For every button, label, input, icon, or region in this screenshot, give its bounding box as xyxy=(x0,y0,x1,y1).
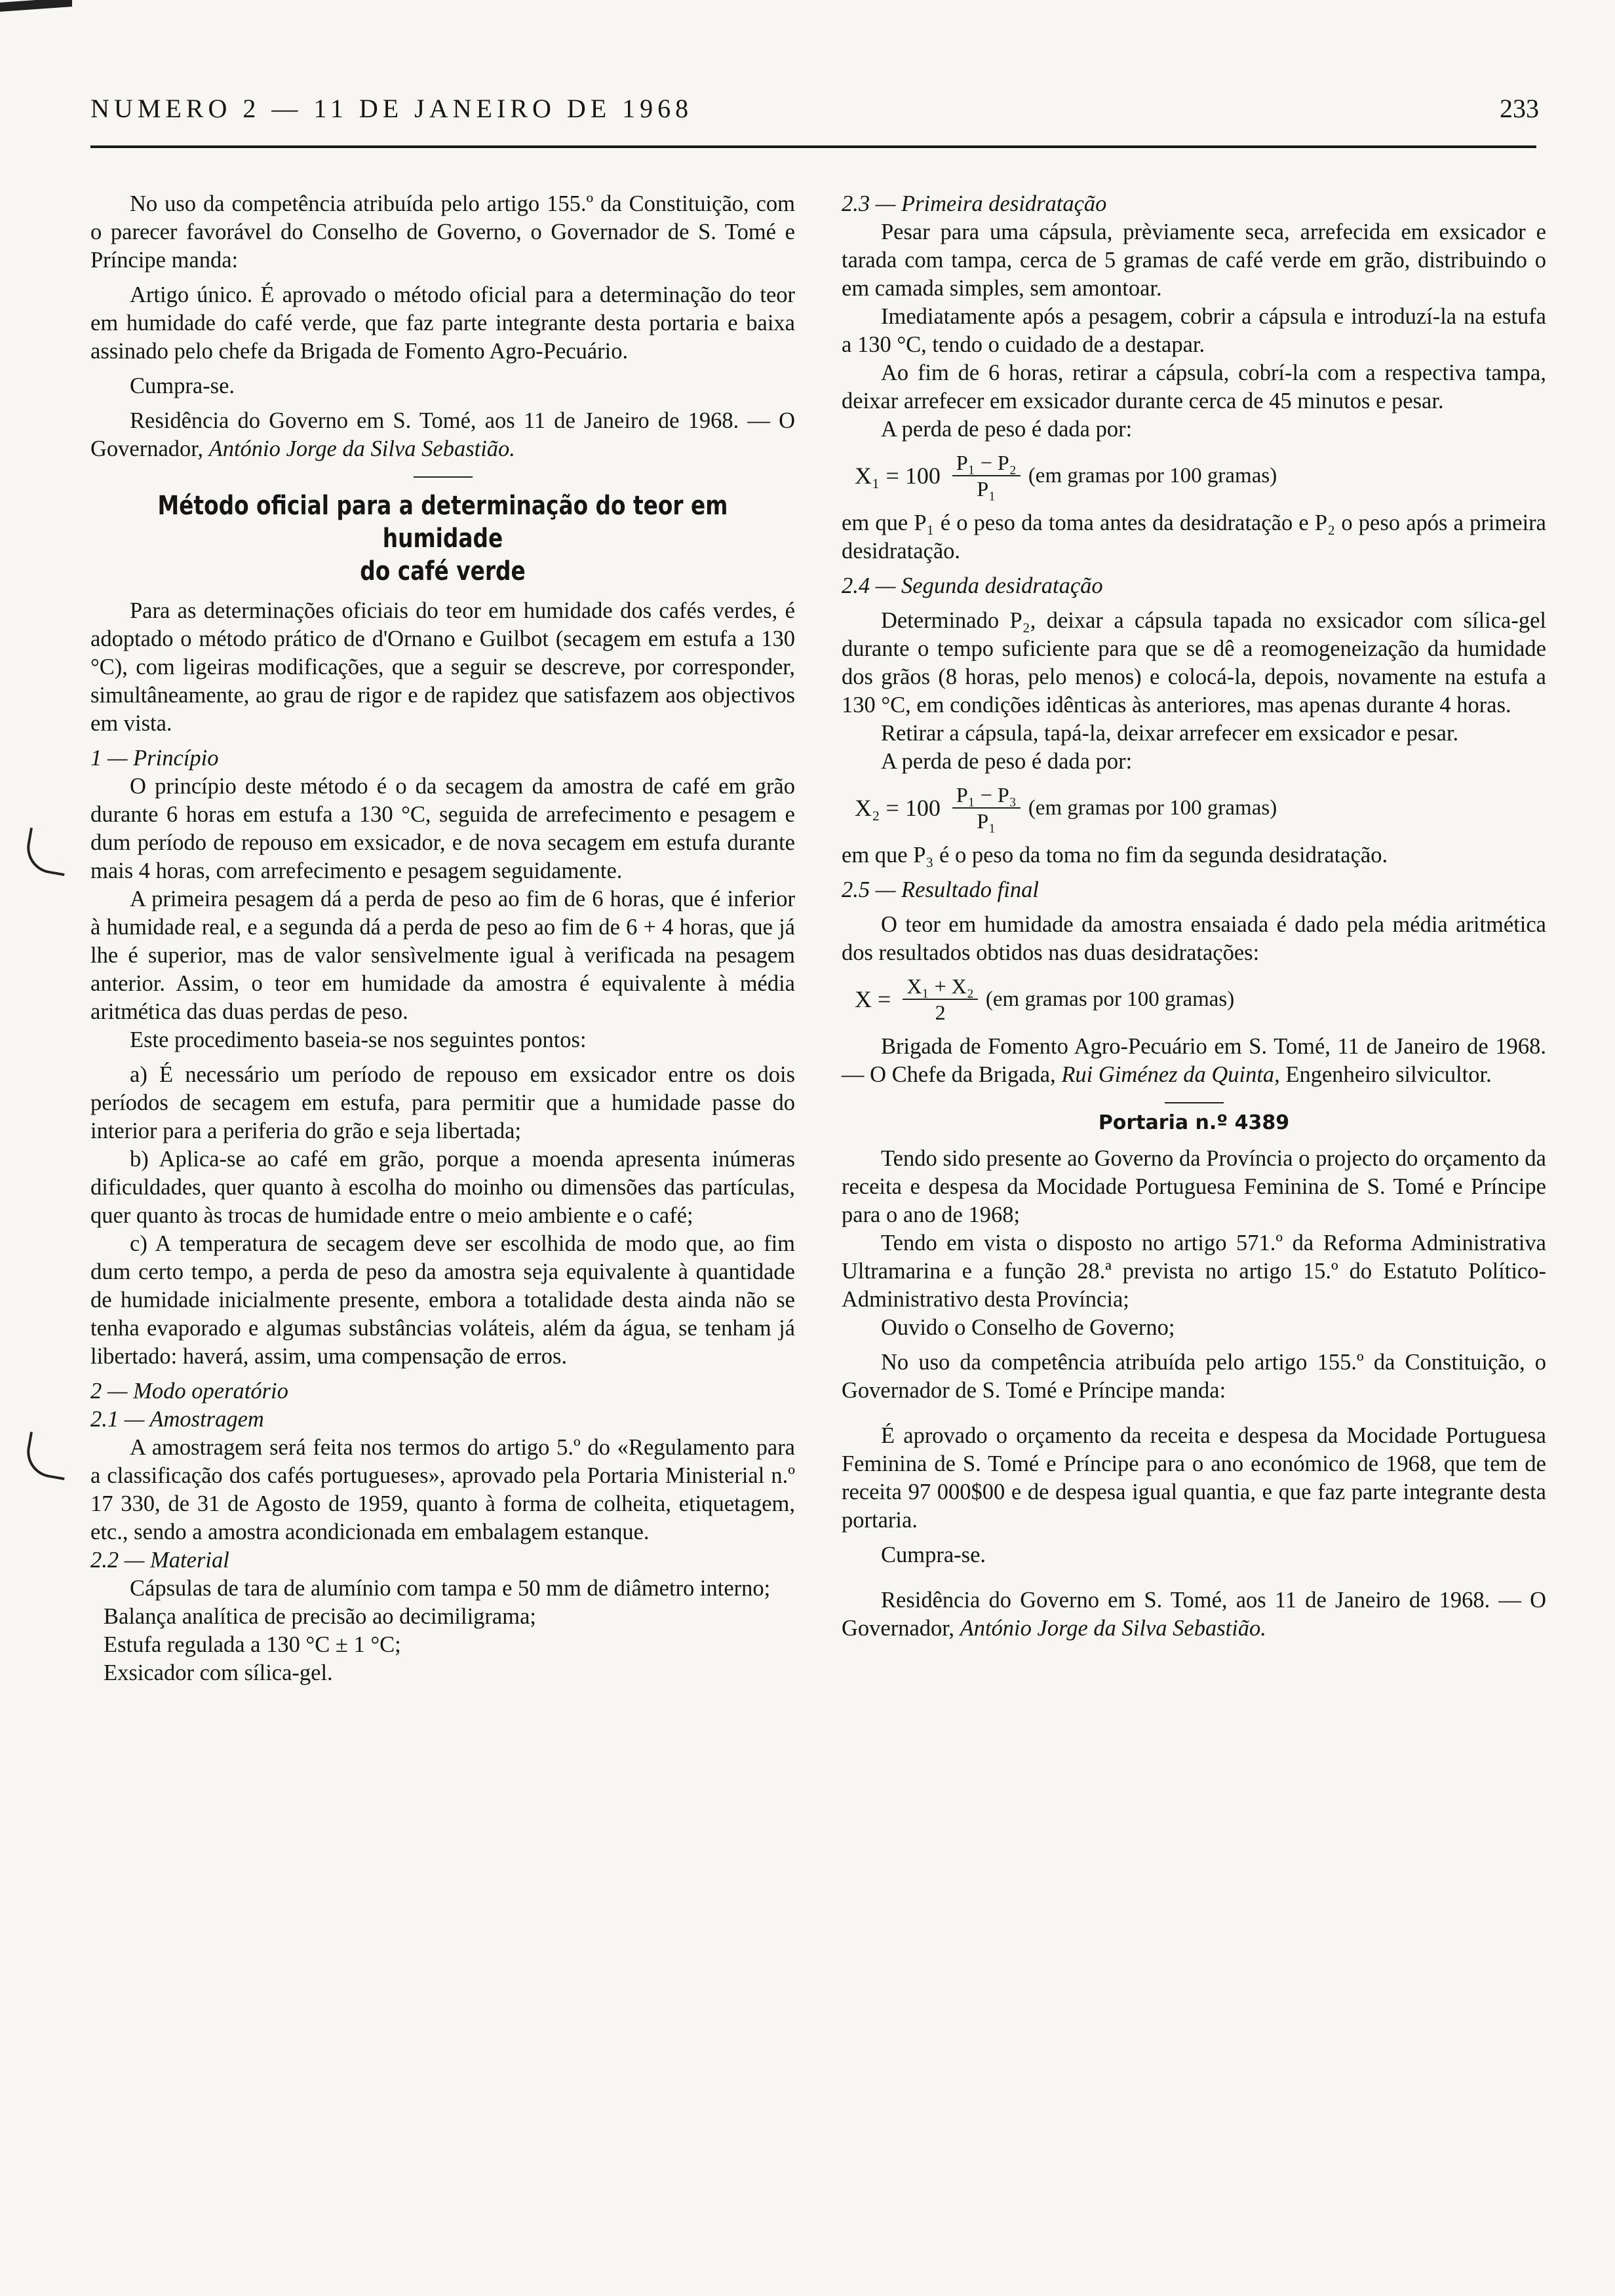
section-heading: 1 — Princípio xyxy=(90,746,219,771)
paragraph: Imediatamente após a pesagem, cobrir a cápsula e introduzí-la na estufa a 130 °C, tendo o cuidado de a destapar. xyxy=(842,304,1546,357)
formula-x1 xyxy=(855,450,1546,501)
paragraph: Retirar a cápsula, tapá-la, deixar arrefecer em exsicador e pesar. xyxy=(881,721,1459,746)
section-heading: 2.3 — Primeira desidratação xyxy=(842,191,1107,216)
signature-line: Brigada de Fomento Agro-Pecuário em S. Tomé, 11 de Janeiro de 1968. — O Chefe da Brigada, xyxy=(842,1034,1546,1087)
header-rule xyxy=(90,145,1536,148)
paragraph xyxy=(842,1033,1546,1089)
page-header xyxy=(90,93,1539,132)
fraction-numerator: P₁ − P₃ xyxy=(952,782,1021,809)
signature-line: Residência do Governo em S. Tomé, aos 11 de Janeiro de 1968. — O Governador, xyxy=(90,408,795,461)
paragraph: Este procedimento baseia-se nos seguintes pontos: xyxy=(130,1027,587,1052)
list-item: Estufa regulada a 130 °C ± 1 °C; xyxy=(104,1632,401,1657)
fraction-denominator: 2 xyxy=(935,1001,946,1024)
fraction xyxy=(903,974,978,1025)
section-heading: 2.1 — Amostragem xyxy=(90,1407,264,1432)
fraction-denominator: P₁ xyxy=(977,809,996,833)
paragraph: em que P₁ é o peso da toma antes da desidratação e P₂ o peso após a primeira desidratação. xyxy=(842,510,1546,564)
paragraph: No uso da competência atribuída pelo artigo 155.º da Constituição, com o parecer favorável do Conselho de Governo, o Governador de S. Tomé e Príncipe manda: xyxy=(90,191,795,273)
margin-bracket-mark xyxy=(23,1432,71,1480)
signature-line: Residência do Governo em S. Tomé, aos 11 de Janeiro de 1968. — O Governador, xyxy=(842,1588,1546,1641)
header-issue-date: NUMERO 2 — 11 DE JANEIRO DE 1968 xyxy=(90,94,693,123)
right-column xyxy=(842,190,1546,1643)
paragraph xyxy=(842,1586,1546,1643)
paragraph: Ouvido o Conselho de Governo; xyxy=(881,1315,1175,1340)
paragraph: A primeira pesagem dá a perda de peso ao fim de 6 horas, que é inferior à humidade real, e a segunda dá a perda de peso ao fim de 6 + 4 horas, que já lhe é superior, mas de valor sensìvelmente igual à verificada na pesagem anterior. Assim, o teor em humidade da amostra é equivalente à média aritmética das duas perdas de peso. xyxy=(90,887,795,1024)
margin-bracket-mark xyxy=(23,828,71,876)
paragraph: No uso da competência atribuída pelo artigo 155.º da Constituição, o Governador de S. Tomé e Príncipe manda: xyxy=(842,1350,1546,1403)
paragraph: A perda de peso é dada por: xyxy=(881,417,1133,442)
paragraph: Cumpra-se. xyxy=(881,1542,986,1567)
scan-corner-mark xyxy=(0,0,72,12)
paragraph: É aprovado o orçamento da receita e despesa da Mocidade Portuguesa Feminina de S. Tomé e Príncipe para o ano económico de 1968, que tem de receita 97 000$00 e de despesa igual quantia, e que faz parte integrante desta portaria. xyxy=(842,1423,1546,1533)
separator xyxy=(1165,1102,1224,1103)
section-heading: 2.2 — Material xyxy=(90,1548,229,1573)
method-title xyxy=(154,489,732,588)
signature-name: António Jorge da Silva Sebastião. xyxy=(208,436,515,461)
signature-name: António Jorge da Silva Sebastião. xyxy=(960,1616,1266,1641)
fraction-numerator: X₁ + X₂ xyxy=(903,974,978,1000)
paragraph: A perda de peso é dada por: xyxy=(881,749,1133,774)
paragraph: Pesar para uma cápsula, prèviamente seca, arrefecida em exsicador e tarada com tampa, cerca de 5 gramas de café verde em grão, distribuindo o em camada simples, sem amontoar. xyxy=(842,220,1546,301)
paragraph: Determinado P₂, deixar a cápsula tapada no exsicador com sílica-gel durante o tempo suficiente para que se dê a reomogeneização da humidade dos grãos (8 horas, pelo menos) e colocá-la, depois, novamente na estufa a 130 °C, em condições idênticas às anteriores, mas apenas durante 4 horas. xyxy=(842,608,1546,718)
paragraph: O teor em humidade da amostra ensaiada é dado pela média aritmética dos resultados obtidos nas duas desidratações: xyxy=(842,912,1546,965)
paragraph: Para as determinações oficiais do teor em humidade dos cafés verdes, é adoptado o método prático de d'Ornano e Guilbot (secagem em estufa a 130 °C), com ligeiras modificações, que a seguir se descreve, por corresponder, simultâneamente, ao grau de rigor e de rapidez que satisfazem aos objectivos em vista. xyxy=(90,598,795,736)
fraction-denominator: P₁ xyxy=(977,477,996,501)
section-heading: 2 — Modo operatório xyxy=(90,1379,288,1404)
list-item: b) Aplica-se ao café em grão, porque a moenda apresenta inúmeras dificuldades, quer quanto à escolha do moinho ou dimensões das partículas, quer quanto às trocas de humidade entre o meio ambiente e o café; xyxy=(90,1147,795,1228)
paragraph: Cumpra-se. xyxy=(130,373,235,398)
formula-lhs: X = xyxy=(855,985,891,1012)
signature-name: Rui Giménez da Quinta, xyxy=(1061,1062,1280,1087)
method-title-line: Método oficial para a determinação do teor em humidade xyxy=(157,491,728,554)
formula-lhs: X₁ = 100 xyxy=(855,462,941,489)
material-list xyxy=(90,1603,795,1687)
paragraph xyxy=(90,407,795,463)
list-item: a) É necessário um período de repouso em exsicador entre os dois períodos de secagem em estufa, para permitir que a humidade passe do interior para a periferia do grão e seja libertada; xyxy=(90,1062,795,1143)
list-item: Exsicador com sílica-gel. xyxy=(104,1660,333,1685)
formula-x2 xyxy=(855,782,1546,833)
paragraph: A amostragem será feita nos termos do artigo 5.º do «Regulamento para a classificação dos cafés portugueses», aprovado pela Portaria Ministerial n.º 17 330, de 31 de Agosto de 1959, quanto à forma de colheita, etiquetagem, etc., sendo a amostra acondicionada em embalagem estanque. xyxy=(90,1435,795,1544)
section-heading: 2.4 — Segunda desidratação xyxy=(842,573,1103,598)
left-column xyxy=(90,190,795,1687)
paragraph: Cápsulas de tara de alumínio com tampa e 50 mm de diâmetro interno; xyxy=(130,1576,771,1601)
signature-role: Engenheiro silvicultor. xyxy=(1285,1062,1492,1087)
separator xyxy=(414,476,473,478)
method-title-line: do café verde xyxy=(360,556,526,586)
portaria-title: Portaria n.º 4389 xyxy=(1098,1111,1290,1134)
paragraph: Tendo em vista o disposto no artigo 571.º da Reforma Administrativa Ultramarina e a função 28.ª prevista no artigo 15.º do Estatuto Político-Administrativo desta Província; xyxy=(842,1231,1546,1312)
paragraph: Artigo único. É aprovado o método oficial para a determinação do teor em humidade do café verde, que faz parte integrante desta portaria e baixa assinado pelo chefe da Brigada de Fomento Agro-Pecuário. xyxy=(90,282,795,364)
paragraph: em que P₃ é o peso da toma no fim da segunda desidratação. xyxy=(842,843,1388,868)
list-item: Balança analítica de precisão ao decimiligrama; xyxy=(104,1604,536,1629)
page-number: 233 xyxy=(1500,94,1539,123)
fraction-numerator: P₁ − P₂ xyxy=(952,450,1021,476)
paragraph: Tendo sido presente ao Governo da Província o projecto do orçamento da receita e despesa da Mocidade Portuguesa Feminina de S. Tomé e Príncipe para o ano de 1968; xyxy=(842,1146,1546,1227)
fraction xyxy=(952,782,1021,833)
formula-unit: (em gramas por 100 gramas) xyxy=(985,987,1235,1011)
paragraph: Ao fim de 6 horas, retirar a cápsula, cobrí-la com a respectiva tampa, deixar arrefecer em exsicador durante cerca de 45 minutos e pesar. xyxy=(842,360,1546,413)
section-heading: 2.5 — Resultado final xyxy=(842,877,1039,902)
paragraph: O princípio deste método é o da secagem da amostra de café em grão durante 6 horas em estufa a 130 °C, seguida de arrefecimento e pesagem e dum período de repouso em exsicador, e de nova secagem em estufa durante mais 4 horas, com arrefecimento e pesagem seguidamente. xyxy=(90,774,795,883)
formula-lhs: X₂ = 100 xyxy=(855,794,941,821)
formula-unit: (em gramas por 100 gramas) xyxy=(1028,463,1277,488)
formula-x xyxy=(855,974,1546,1025)
fraction xyxy=(952,450,1021,501)
formula-unit: (em gramas por 100 gramas) xyxy=(1028,795,1277,820)
list-item: c) A temperatura de secagem deve ser escolhida de modo que, ao fim dum certo tempo, a perda de peso da amostra seja equivalente à quantidade de humidade inicialmente presente, embora a totalidade desta ainda não se tenha evaporado e algumas substâncias voláteis, além da água, se tenham já libertado: haverá, assim, uma compensação de erros. xyxy=(90,1231,795,1369)
